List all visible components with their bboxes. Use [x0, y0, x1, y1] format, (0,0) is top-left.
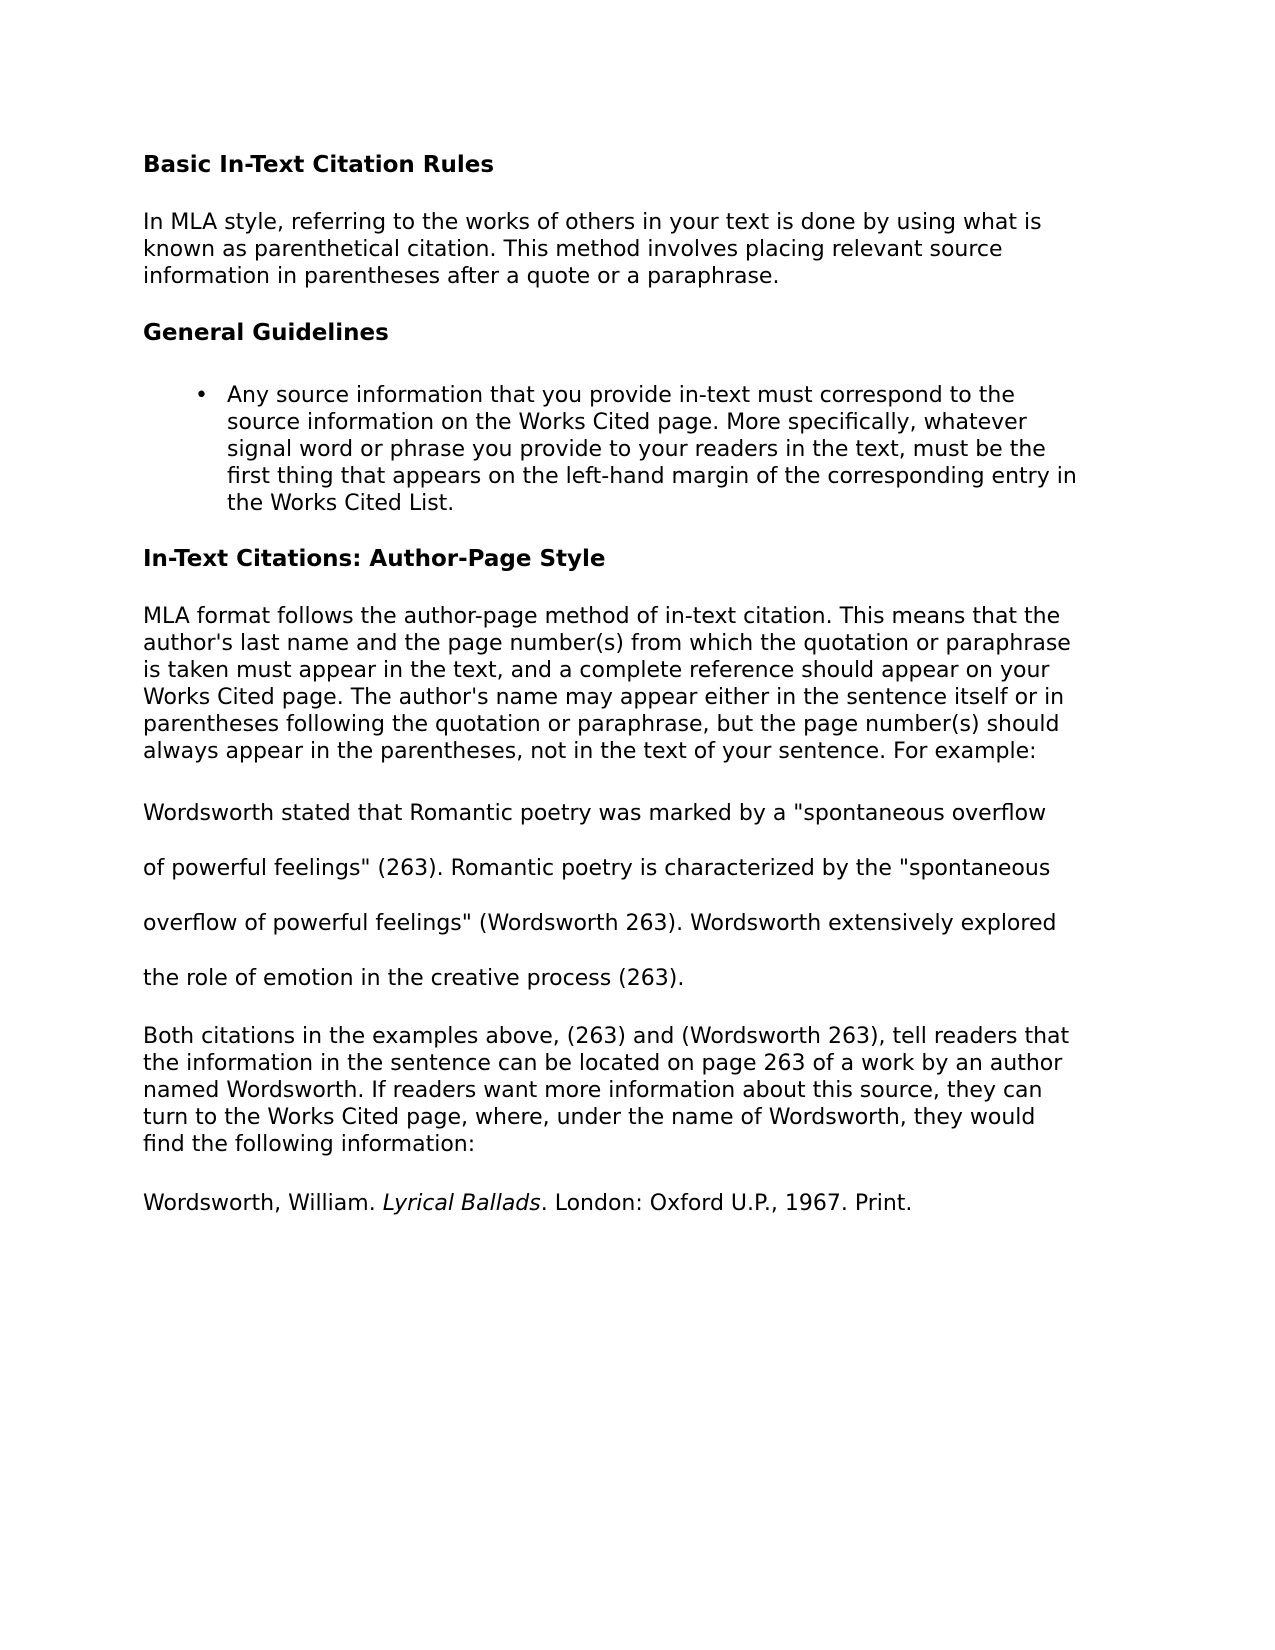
heading-general-guidelines: General Guidelines [143, 320, 389, 346]
heading-basic-in-text-citation-rules: Basic In-Text Citation Rules [143, 152, 495, 178]
example-line: the role of emotion in the creative process (263). [143, 966, 685, 991]
example-block [143, 800, 1078, 992]
guidelines-list [143, 382, 1078, 517]
citation-publisher: . London: Oxford U.P., 1967. Print. [540, 1191, 913, 1216]
list-item-text: Any source information that you provide in-text must correspond to the source information on the Works Cited page. More specifically, whatever signal word or phrase you provide to your readers in the text, must be the first thing that appears on the left-hand margin of the corresponding entry in the Works Cited List. [227, 383, 1077, 516]
bullet-icon: • [195, 383, 208, 408]
paragraph-mla-style-intro: In MLA style, referring to the works of others in your text is done by using what is known as parenthetical citation. This method involves placing relevant source information in parentheses after a quote or a paraphrase. [143, 210, 1042, 289]
works-cited-entry [143, 1190, 1078, 1217]
example-line: overflow of powerful feelings" (Wordsworth 263). Wordsworth extensively explored [143, 911, 1057, 936]
example-line: Wordsworth stated that Romantic poetry was marked by a "spontaneous overflow [143, 801, 1047, 826]
paragraph-both-citations: Both citations in the examples above, (263) and (Wordsworth 263), tell readers that the information in the sentence can be located on page 263 of a work by an author named Wordsworth. If readers want more information about this source, they can turn to the Works Cited page, where, under the name of Wordsworth, they would find the following information: [143, 1024, 1070, 1157]
paragraph-author-page-method: MLA format follows the author-page method of in-text citation. This means that the author's last name and the page number(s) from which the quotation or paraphrase is taken must appear in the text, and a complete reference should appear on your Works Cited page. The author's name may appear either in the sentence itself or in parentheses following the quotation or paraphrase, but the page number(s) should always appear in the parentheses, not in the text of your sentence. For example: [143, 604, 1071, 764]
list-item [195, 382, 1087, 517]
example-line: of powerful feelings" (263). Romantic poetry is characterized by the "spontaneous [143, 856, 1051, 881]
heading-in-text-citations-author-page-style: In-Text Citations: Author-Page Style [143, 546, 606, 572]
citation-author: Wordsworth, William. [143, 1191, 383, 1216]
document-content [143, 152, 1078, 1217]
citation-title-italic: Lyrical Ballads [382, 1191, 541, 1216]
